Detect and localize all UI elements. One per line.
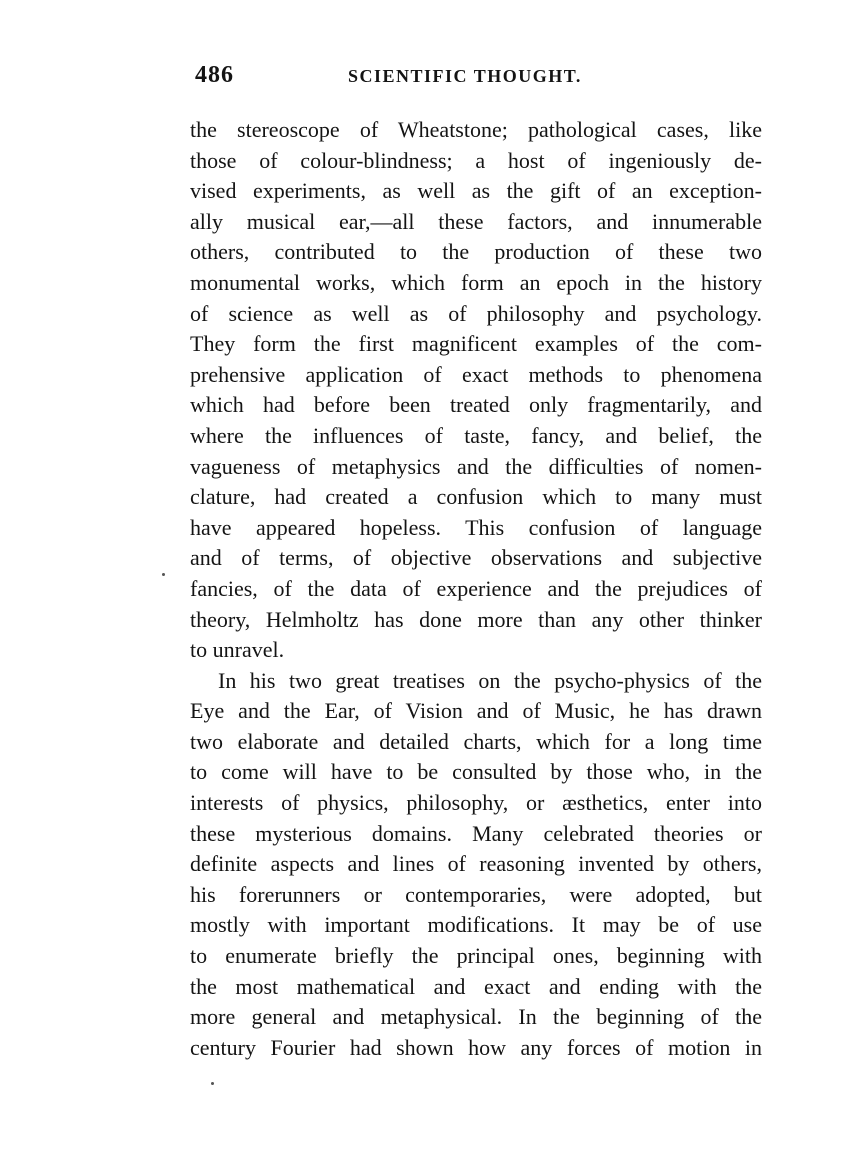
scan-speck: [211, 1082, 214, 1085]
text-line: to come will have to be consulted by those who, in the: [190, 759, 762, 785]
text-line: others, contributed to the production of these two: [190, 239, 762, 265]
text-line: and of terms, of objective observations and subjective: [190, 545, 762, 571]
text-line: of science as well as of philosophy and psychology.: [190, 300, 762, 326]
text-line: these mysterious domains. Many celebrated theories or: [190, 820, 762, 846]
running-title: SCIENTIFIC THOUGHT.: [348, 66, 582, 86]
text-line: to unravel.: [190, 637, 285, 663]
text-line: fancies, of the data of experience and the prejudices of: [190, 575, 762, 601]
text-line: vised experiments, as well as the gift of an exception-: [190, 178, 762, 204]
text-line: interests of physics, philosophy, or æsthetics, enter into: [190, 790, 762, 816]
text-line: They form the first magnificent examples of the com-: [190, 331, 762, 357]
text-line: to enumerate briefly the principal ones, beginning with: [190, 943, 762, 969]
page-number: 486: [195, 62, 234, 88]
body-text: [190, 115, 762, 1063]
text-line: century Fourier had shown how any forces of motion in: [190, 1034, 762, 1060]
text-line: more general and metaphysical. In the beginning of the: [190, 1004, 762, 1030]
running-head: [193, 62, 760, 92]
text-line: Eye and the Ear, of Vision and of Music, he has drawn: [190, 698, 762, 724]
text-line: have appeared hopeless. This confusion of language: [190, 514, 762, 540]
text-line: those of colour-blindness; a host of ingeniously de-: [190, 147, 762, 173]
text-line: the stereoscope of Wheatstone; pathological cases, like: [190, 117, 762, 142]
text-line: clature, had created a confusion which to many must: [190, 484, 762, 510]
text-line: which had before been treated only fragmentarily, and: [190, 392, 762, 418]
text-line: In his two great treatises on the psycho-physics of the: [218, 667, 762, 693]
text-line: two elaborate and detailed charts, which for a long time: [190, 728, 762, 754]
text-line: prehensive application of exact methods to phenomena: [190, 361, 762, 387]
text-line: monumental works, which form an epoch in the history: [190, 269, 762, 295]
text-line: ally musical ear,—all these factors, and innumerable: [190, 208, 762, 234]
text-line: theory, Helmholtz has done more than any other thinker: [190, 606, 762, 632]
scan-speck: [162, 573, 165, 576]
text-line: vagueness of metaphysics and the difficulties of nomen-: [190, 453, 762, 479]
text-line: his forerunners or contemporaries, were adopted, but: [190, 881, 762, 907]
text-line: the most mathematical and exact and ending with the: [190, 973, 762, 999]
text-line: where the influences of taste, fancy, and belief, the: [190, 422, 762, 448]
text-line: mostly with important modifications. It may be of use: [190, 912, 762, 938]
text-line: definite aspects and lines of reasoning invented by others,: [190, 851, 762, 877]
